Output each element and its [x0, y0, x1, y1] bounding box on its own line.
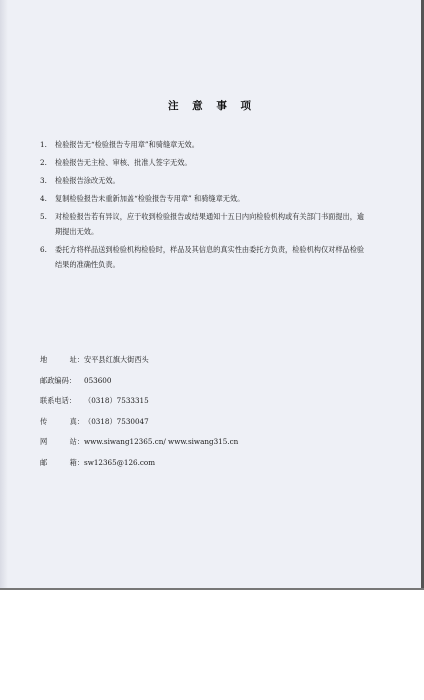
notes-list	[40, 137, 370, 275]
contact-website: www.siwang12365.cn/ www.siwang315.cn	[84, 437, 239, 447]
note-number: 2.	[40, 158, 47, 167]
contact-email-row	[40, 457, 380, 469]
note-text: 检验报告涂改无效。	[55, 176, 120, 185]
contact-label	[40, 416, 84, 428]
contact-label	[40, 436, 84, 448]
note-text: 检验报告无“检验报告专用章”和骑缝章无效。	[55, 140, 199, 149]
label-char: 址：	[69, 355, 84, 364]
note-item	[40, 155, 370, 170]
label-char: 邮	[40, 457, 48, 467]
note-item	[40, 173, 370, 188]
note-text: 复制检验报告未重新加盖“检验报告专用章” 和骑缝章无效。	[55, 194, 245, 203]
contact-label	[40, 457, 84, 469]
contact-fax-row	[40, 416, 380, 428]
contact-label: 邮政编码：	[40, 375, 76, 385]
note-item	[40, 137, 370, 152]
note-number: 1.	[40, 140, 47, 149]
page-title: 注 意 事 项	[168, 100, 256, 112]
label-char: 真：	[69, 416, 84, 426]
note-text: 对检验报告若有异议，应于收到检验报告或结果通知十五日内向检验机构或有关部门书面提出，逾期提出无效。	[55, 212, 365, 236]
contact-fax: （0318）7530047	[84, 416, 149, 426]
contact-website-row	[40, 436, 380, 448]
note-item	[40, 191, 370, 206]
contact-address-row	[40, 354, 380, 366]
contact-phone: （0318）7533315	[84, 396, 149, 406]
note-number: 5.	[40, 212, 47, 221]
contact-email: sw12365@126.com	[84, 457, 156, 467]
label-char: 传	[40, 416, 48, 426]
note-number: 3.	[40, 176, 47, 185]
contact-postcode: 053600	[84, 375, 112, 385]
scan-border-bottom	[0, 588, 424, 590]
note-item	[40, 242, 370, 272]
label-char: 地	[40, 355, 48, 364]
contact-label: 联系电话：	[40, 396, 76, 406]
note-number: 4.	[40, 194, 47, 203]
contact-label	[40, 354, 84, 366]
note-text: 委托方将样品送到检验机构检验时，样品及其信息的真实性由委托方负责，检验机构仅对样品检验结果的准确性负责。	[55, 245, 365, 269]
note-number: 6.	[40, 245, 47, 254]
label-char: 站：	[69, 437, 84, 447]
note-text: 检验报告无主检、审核、批准人签字无效。	[55, 158, 192, 167]
scan-edge-shadow	[0, 0, 8, 590]
label-char: 网	[40, 437, 48, 447]
label-char: 箱：	[69, 457, 84, 467]
contact-address: 安平县红旗大街西头	[84, 355, 149, 364]
contact-info	[40, 354, 380, 478]
contact-postcode-row	[40, 375, 380, 387]
contact-phone-row	[40, 395, 380, 407]
note-item	[40, 209, 370, 239]
